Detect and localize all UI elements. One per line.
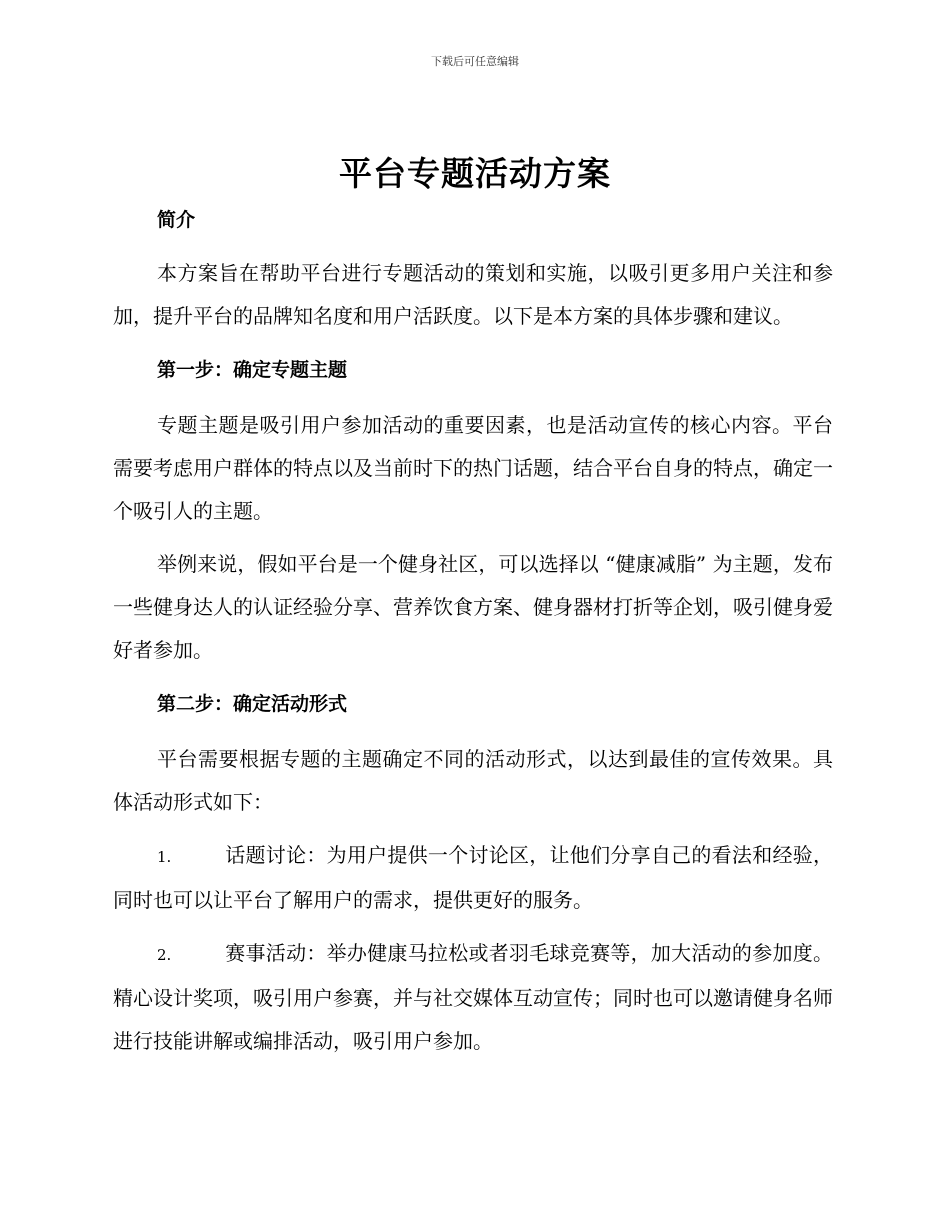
list-item-text: 赛事活动：举办健康马拉松或者羽毛球竞赛等，加大活动的参加度。精心设计奖项，吸引用户参赛，并与社交媒体互动宣传；同时也可以邀请健身名师进行技能讲解或编排活动，吸引用户参加。	[113, 941, 833, 1053]
document-body	[113, 198, 833, 1063]
list-item-number: 1.	[157, 848, 172, 866]
list-item-number: 2.	[157, 946, 172, 964]
intro-paragraph: 本方案旨在帮助平台进行专题活动的策划和实施，以吸引更多用户关注和参加，提升平台的品牌知名度和用户活跃度。以下是本方案的具体步骤和建议。	[113, 261, 833, 328]
step1-heading: 第一步：确定专题主题	[157, 359, 348, 381]
step2-paragraph: 平台需要根据专题的主题确定不同的活动形式，以达到最佳的宣传效果。具体活动形式如下：	[113, 747, 833, 814]
step1-paragraph-1: 专题主题是吸引用户参加活动的重要因素，也是活动宣传的核心内容。平台需要考虑用户群体的特点以及当前时下的热门话题，结合平台自身的特点，确定一个吸引人的主题。	[113, 413, 833, 523]
list-item-text: 话题讨论：为用户提供一个讨论区，让他们分享自己的看法和经验，同时也可以让平台了解用户的需求，提供更好的服务。	[113, 843, 833, 912]
step1-paragraph-2: 举例来说，假如平台是一个健身社区，可以选择以 “健康减脂” 为主题，发布一些健身达人的认证经验分享、营养饮食方案、健身器材打折等企划，吸引健身爱好者参加。	[113, 552, 833, 662]
document-title: 平台专题活动方案	[339, 154, 611, 193]
header-note: 下载后可任意编辑	[431, 55, 519, 68]
list-item	[113, 834, 833, 922]
intro-heading: 简介	[157, 209, 196, 231]
step2-heading: 第二步：确定活动形式	[157, 693, 348, 715]
list-item	[113, 932, 833, 1063]
